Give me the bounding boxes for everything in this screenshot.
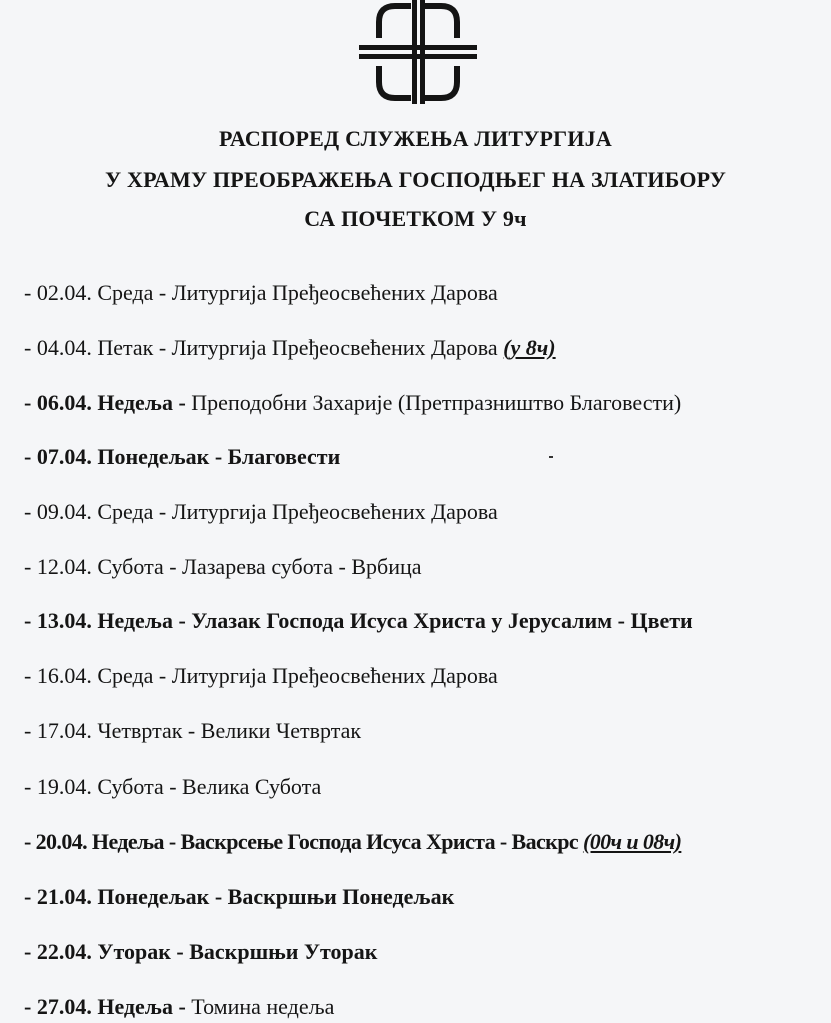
item-service: Васкршњи Понедељак bbox=[222, 884, 455, 909]
item-date-day: - 22.04. Уторак - bbox=[24, 939, 184, 964]
item-date-day: - 12.04. Субота - bbox=[24, 554, 177, 579]
stray-mark bbox=[549, 456, 553, 458]
item-service: Литургија Пређеосвећених Дарова bbox=[166, 499, 498, 524]
schedule-item bbox=[24, 554, 422, 580]
item-date-day: - 09.04. Среда - bbox=[24, 499, 167, 524]
item-service: Лазарева субота - Врбица bbox=[176, 554, 422, 579]
item-service: Томина недеља bbox=[185, 994, 335, 1019]
item-service: Васкрсење Господа Исуса Христа - Васкрс bbox=[175, 829, 583, 854]
schedule-item bbox=[24, 774, 321, 800]
schedule-item bbox=[24, 884, 454, 910]
item-service: Литургија Пређеосвећених Дарова bbox=[166, 335, 504, 360]
item-date-day: - 20.04. Недеља - bbox=[24, 829, 176, 854]
item-date-day: - 07.04. Понедељак - bbox=[24, 444, 223, 469]
item-service: Благовести bbox=[222, 444, 341, 469]
schedule-item bbox=[24, 608, 693, 634]
item-date-day: - 21.04. Понедељак - bbox=[24, 884, 223, 909]
schedule-item bbox=[24, 444, 340, 470]
item-date-day: - 17.04. Четвртак - bbox=[24, 718, 196, 743]
title-line-2: У ХРАМУ ПРЕОБРАЖЕЊА ГОСПОДЊЕГ НА ЗЛАТИБОРУ bbox=[104, 167, 727, 192]
item-service: Литургија Пређеосвећених Дарова bbox=[166, 663, 498, 688]
item-service: Васкршњи Уторак bbox=[183, 939, 378, 964]
schedule-item bbox=[24, 663, 498, 689]
schedule-item bbox=[24, 390, 681, 416]
title-line-3: СА ПОЧЕТКОМ У 9ч bbox=[304, 206, 527, 231]
item-service: Велика Субота bbox=[176, 774, 322, 799]
item-time-note: (00ч и 08ч) bbox=[582, 829, 682, 854]
item-time-note: (у 8ч) bbox=[503, 335, 556, 360]
schedule-item bbox=[24, 335, 556, 361]
schedule-item bbox=[24, 499, 498, 525]
item-date-day: - 06.04. Недеља - bbox=[24, 390, 186, 415]
title-line-1: РАСПОРЕД СЛУЖЕЊА ЛИТУРГИЈА bbox=[219, 126, 612, 151]
schedule-item bbox=[24, 280, 498, 306]
item-date-day: - 16.04. Среда - bbox=[24, 663, 167, 688]
item-service: Улазак Господа Исуса Христа у Јерусалим - Цвети bbox=[185, 608, 693, 633]
item-date-day: - 13.04. Недеља - bbox=[24, 608, 186, 633]
schedule-item bbox=[24, 718, 361, 744]
cross-emblem-icon bbox=[359, 0, 477, 104]
item-service: Литургија Пређеосвећених Дарова bbox=[166, 280, 498, 305]
schedule-item bbox=[24, 994, 334, 1020]
item-date-day: - 27.04. Недеља - bbox=[24, 994, 186, 1019]
schedule-item bbox=[24, 939, 377, 965]
item-service: Велики Четвртак bbox=[195, 718, 362, 743]
item-date-day: - 19.04. Субота - bbox=[24, 774, 177, 799]
item-date-day: - 04.04. Петак - bbox=[24, 335, 167, 360]
schedule-item bbox=[24, 829, 681, 855]
item-date-day: - 02.04. Среда - bbox=[24, 280, 167, 305]
item-service: Преподобни Захарије (Претпразништво Благовести) bbox=[185, 390, 682, 415]
